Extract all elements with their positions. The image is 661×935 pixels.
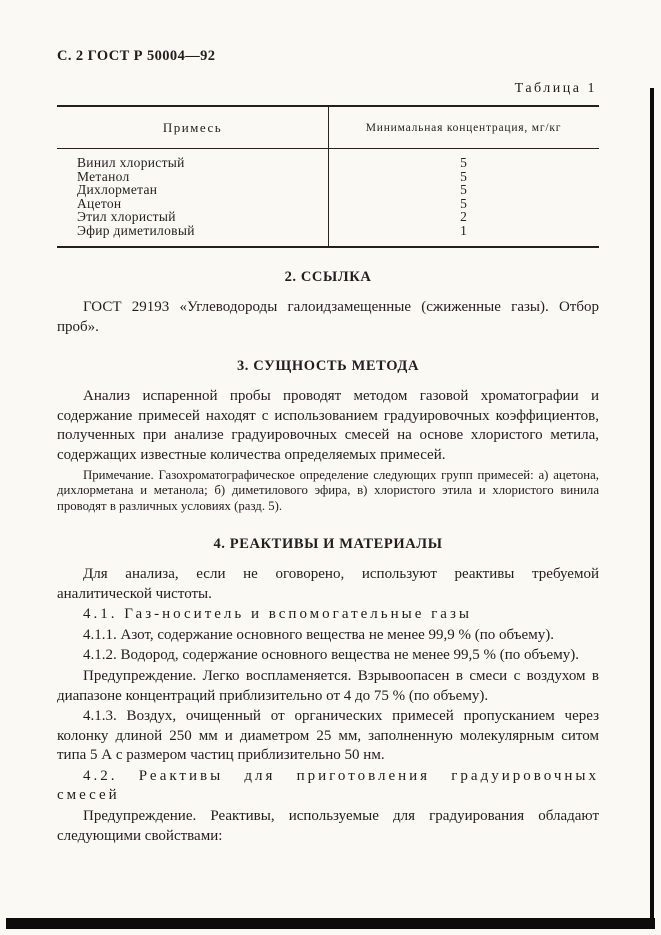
- col-header-concentration: Минимальная концентрация, мг/кг: [365, 121, 562, 134]
- paragraph-air: 4.1.3. Воздух, очищенный от органических примесей пропусканием через колонку длиной 250 мм и диаметром 25 мм, заполненную молекулярным ситом типа 5 А с размером частиц приблизительно 50 нм.: [57, 708, 599, 764]
- impurity-value: 2: [460, 209, 467, 224]
- section-heading-method: 3. СУЩНОСТЬ МЕТОДА: [236, 358, 420, 375]
- impurity-name: Ацетон: [77, 195, 122, 211]
- paragraph-calibration-reagents: 4.2. Реактивы для приготовления градуировочных смесей: [57, 767, 599, 804]
- impurity-value: 5: [460, 182, 467, 197]
- paragraph-method-note: Примечание. Газохроматографическое определение следующих групп примесей: а) ацетона, дихлорметана и метанола; б) диметилового эфира, в) хлористого этила и хлористого винила проводят в различных условиях (разд. 5).: [57, 467, 599, 514]
- paragraph-warning-flammable: Предупреждение. Легко воспламеняется. Взрывоопасен в смеси с воздухом в диапазоне концентраций приблизительно от 4 до 75 % (по объему).: [57, 667, 599, 704]
- impurity-name: Эфир диметиловый: [77, 222, 195, 238]
- table-column-divider: [328, 107, 329, 246]
- paragraph-gost-29193: ГОСТ 29193 «Углеводороды галоидзамещенные (сжиженные газы). Отбор проб».: [57, 299, 599, 335]
- paragraph-hydrogen: 4.1.2. Водород, содержание основного вещества не менее 99,5 % (по объему).: [83, 647, 579, 664]
- scan-edge-right: [650, 88, 654, 927]
- col-header-impurity: Примесь: [162, 119, 223, 135]
- page-header: С. 2 ГОСТ Р 50004—92: [57, 48, 216, 64]
- table-caption: Таблица 1: [514, 81, 597, 96]
- paragraph-carrier-gases: 4.1. Газ-носитель и вспомогательные газы: [83, 606, 472, 623]
- impurity-name: Этил хлористый: [77, 209, 176, 224]
- section-heading-reagents: 4. РЕАКТИВЫ И МАТЕРИАЛЫ: [213, 535, 443, 552]
- impurity-name: Дихлорметан: [77, 182, 158, 197]
- impurity-name: Винил хлористый: [77, 155, 185, 170]
- paragraph-purity: Для анализа, если не оговорено, используют реактивы требуемой аналитической чистоты.: [57, 565, 599, 602]
- impurity-value: 1: [460, 222, 467, 238]
- section-heading-reference: 2. ССЫЛКА: [284, 269, 372, 285]
- paragraph-nitrogen: 4.1.1. Азот, содержание основного вещества не менее 99,9 % (по объему).: [83, 626, 554, 643]
- impurity-name: Метанол: [77, 168, 130, 184]
- impurity-table: [57, 105, 599, 248]
- impurity-value: 5: [460, 168, 467, 184]
- paragraph-method-description: Анализ испаренной пробы проводят методом газовой хроматографии и содержание примесей находят с использованием градуировочных коэффициентов, полученных при анализе градуировочных смесей на основе хлористого метила, содержащих известные количества определяемых примесей.: [57, 388, 599, 463]
- scan-edge-bottom: [6, 918, 655, 929]
- paragraph-warning-properties: Предупреждение. Реактивы, используемые для градуирования обладают следующими свойствами:: [57, 808, 599, 844]
- impurity-value: 5: [460, 195, 467, 211]
- impurity-value: 5: [460, 155, 467, 170]
